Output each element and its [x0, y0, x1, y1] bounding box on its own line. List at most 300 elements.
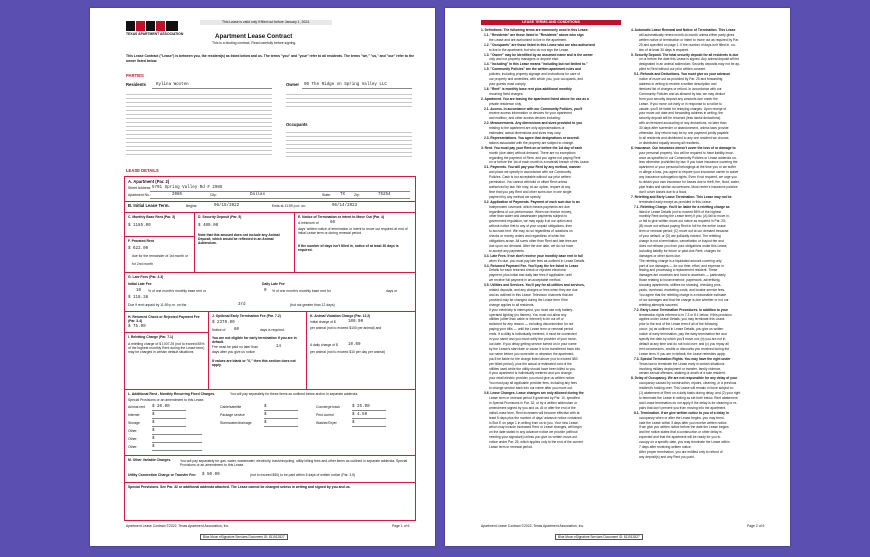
- terms-line: 7.2. Early Lease Termination Procedures. In addition to your: [634, 307, 728, 312]
- lease-page-1: [90, 8, 435, 546]
- initial-late-pct[interactable]: 10: [136, 289, 142, 293]
- terms-line: 30 days after surrender or abandonment, unless laws provide: [639, 126, 729, 131]
- fee-underline: [152, 426, 186, 427]
- terms-line: 7. Reletting and Early Lease Termination. This Lease may not be: [631, 194, 732, 199]
- terms-line: Lease term or renewal period if governed by Par. 10, specified: [489, 395, 580, 400]
- terms-line: of our damages and that the charge is due whether or not our: [639, 297, 729, 302]
- terms-line: expected and that the apartment will be ready for you to: [639, 435, 721, 440]
- terms-line: plied to Rent without our prior written consent.: [639, 67, 707, 72]
- early-term-label: J. Optional Early Termination Fee (Par. 7.2): [212, 314, 281, 318]
- terms-line: tice of at least 30 days is required.: [639, 47, 690, 52]
- animal-daily-value[interactable]: 10.00: [348, 343, 361, 347]
- terms-line: termination rights referred to in 7.3 or 8.1 below, if this provision: [639, 312, 732, 317]
- additional-rent-label: L. Additional Rent - Monthly Recurring Fixed Charges.: [128, 392, 216, 396]
- terms-line: your move-out date and forwarding address in writing, the: [639, 111, 724, 116]
- terms-line: paying your bills — until the Lease term or renewal period: [489, 327, 574, 332]
- reletting-label: I. Reletting Charge (Par. 7.1): [128, 335, 174, 339]
- terms-line: on the date stated in any advance notice we provide (without: [489, 430, 578, 435]
- fee-underline: [152, 434, 202, 435]
- terms-line: involving military deployment or transfer, family violence,: [639, 366, 722, 371]
- terms-line: otherwise. Any refund may be by one payment jointly payable: [639, 131, 729, 136]
- terms-line: 2. Apartment. You are leasing the apartment listed above for use as a: [481, 96, 589, 101]
- terms-line: which may include increased Rent or Lease changes, will begin: [489, 425, 582, 430]
- rent-value[interactable]: $ 1185.00: [128, 224, 151, 228]
- rent-label: C. Monthly Base Rent (Par. 3): [128, 215, 176, 219]
- fee-underline: [352, 426, 386, 427]
- late-due-day[interactable]: 3rd: [238, 303, 246, 307]
- terms-line: utilities used while the utility should have been billed to you.: [489, 366, 576, 371]
- terms-line: 3. Rent. You must pay your Rent on or before the 1st day of each: [481, 145, 583, 150]
- terms-line: 3.6. Lease Changes. Lease changes are only allowed during the: [484, 391, 584, 396]
- terms-line: default at any time and do not hold over; and (c) you repay all: [639, 342, 729, 346]
- terms-line: without notice first to any of your unpaid obligations, then: [489, 224, 573, 229]
- fee-value[interactable]: $ 20.00: [152, 405, 170, 409]
- late-due-end: (but not greater than 12 days): [290, 303, 335, 307]
- terms-line: showing apartments, utilities for showing, checking pros-: [639, 283, 722, 288]
- terms-line: finding and processing a replacement resident. These: [639, 268, 718, 273]
- terms-line: and the notice states that a construction or other delay is: [639, 430, 722, 435]
- fee-label: Other:: [128, 429, 138, 433]
- early-term-days[interactable]: 60: [234, 328, 240, 332]
- terms-heading: LEASE TERMS AND CONDITIONS: [481, 20, 621, 25]
- terms-line: your guests must comply.: [489, 81, 527, 86]
- terms-line: time that you pay Rent and other sums due in one single: [489, 189, 572, 194]
- fee-underline: [152, 442, 202, 443]
- terms-line: 7 days after receiving written notice.: [639, 445, 692, 450]
- fee-label: Pest control: [316, 413, 334, 417]
- terms-line: utilities (other than cable or Internet) to be cut off or: [489, 317, 564, 322]
- terms-line: pects, overhead, marketing costs, and locator-service fees.: [639, 288, 726, 293]
- ends-value[interactable]: 06/14/2023: [332, 204, 358, 208]
- fee-label: Internet: [128, 413, 140, 417]
- terms-line: pipe leaks and similar occurrences. Most renter's insurance policies: [639, 185, 738, 189]
- terms-line: recurring fixed charges.: [489, 91, 524, 96]
- terms-line: and place we specify in accordance with our Community: [489, 170, 572, 175]
- terms-column-1: [481, 28, 621, 450]
- fee-underline: [152, 450, 202, 451]
- fee-label: Concierge trash: [316, 405, 340, 409]
- terms-line: tations associated with the property are subject to change.: [489, 140, 575, 145]
- terms-line: ends. If a utility is individually metered, it must be connected: [489, 332, 577, 337]
- prorated-due2: for 2nd month: [132, 262, 153, 266]
- terms-line: charge is not a termination, cancellation or buyout fee and: [639, 238, 724, 243]
- terms-line: and as outlined in this Lease. Television channels that are: [489, 292, 574, 297]
- returned-check-value[interactable]: $ 75.00: [128, 325, 146, 329]
- terms-line: those relating to inconvenience, paperwork, advertising,: [639, 278, 721, 283]
- owner-label: Owner: [286, 82, 300, 87]
- terms-line: 2.2. Measurements. Any dimensions and sizes provided to you: [484, 121, 583, 126]
- terms-line: 3.4. Returned Payment Fee. You'll pay the fee listed in Lease: [484, 263, 579, 268]
- term-label: B. Initial Lease Term.: [128, 203, 170, 208]
- notice-note: If the number of days isn't filled in, notice of at least 30 days is required.: [298, 244, 399, 252]
- notice-label: E. Notice of Termination or Intent to Move Out (Par. 4): [298, 215, 385, 219]
- terms-line: to obtain your own insurance for losses due to theft, fire, flood, water,: [639, 180, 740, 185]
- footer-page-number: Page 1 of 6: [392, 524, 410, 528]
- footer-copyright-2: Apartment Lease Contract ©2022, Texas Apartment Association, Inc.: [481, 524, 585, 528]
- terms-column-2: [631, 28, 771, 460]
- terms-line: damages or other sums due.: [639, 253, 681, 258]
- terms-line: notice of early termination, pay the early termination fee and: [639, 332, 727, 337]
- apartment-label: A. Apartment (Par. 2): [128, 179, 170, 184]
- terms-line: 8.1. Termination. If we give written notice to you of a delay in: [634, 410, 729, 415]
- fee-underline: [264, 426, 298, 427]
- terms-line: payment, plus initial and daily late fees if applicable, until: [489, 273, 572, 278]
- esign-stamp-2: [555, 534, 643, 540]
- terms-line: we receive full payment in an acceptable method.: [489, 278, 562, 283]
- terms-line: policies, including property signage and instructions for care of: [489, 72, 581, 77]
- early-term-days-text: days is required.: [260, 328, 285, 332]
- terms-line: Lease term or renewal period.: [489, 445, 533, 450]
- terms-line: private residence only.: [489, 101, 522, 106]
- terms-line: apartment or your personal belongings at the time you or we suffer: [639, 165, 737, 170]
- fee-label: Cable/satellite: [220, 405, 242, 409]
- terms-line: receive access information or devices for your apartment: [489, 111, 572, 116]
- terms-line: specify the date by which you'll move out; (b) you are not in: [639, 337, 726, 342]
- terms-line: least 5 days plus the number of days' advance notice contained: [489, 415, 582, 420]
- utility-end: (not to exceed $50) to be paid within 5 days of written notice (Par. 3.5): [250, 473, 356, 477]
- terms-line: related deposits, and any charges or fees when they are due: [489, 288, 578, 293]
- zip-value[interactable]: 75254: [378, 193, 391, 197]
- fee-value[interactable]: $: [152, 429, 155, 433]
- terms-line: and mailbox, and other access devices including:: [489, 116, 561, 121]
- terms-line: 3.3. Late Fees. If we don't receive your monthly base rent in full: [484, 253, 583, 258]
- terms-line: notice of move out as provided by Par. 25 and forwarding: [639, 77, 723, 82]
- terms-line: 5.1. Refunds and Deductions. You must give us your advance: [634, 72, 731, 77]
- apt-label: Apartment No.:: [128, 193, 151, 197]
- terms-line: to change service back into our name after you move out.: [489, 386, 573, 391]
- terms-line: to accept any payments.: [489, 248, 525, 253]
- terms-line: regardless of our performance. When we receive money,: [489, 209, 572, 214]
- terms-line: on or before the 1st of each month is a material breach of this Lease.: [489, 160, 590, 165]
- terms-line: when it's due, you must pay late fees as outlined in Lease Details.: [489, 258, 586, 263]
- variable-charges-text: You will pay separately for gas, water, wastewater, electricity, trash/recycling, utility billing fees and other items as outlined in separate addenda, Special Provisions or an amendment to this Lease.: [180, 459, 408, 467]
- terms-line: vacate, you'll be liable for rekeying charges. Upon receipt of: [639, 106, 727, 111]
- terms-line: 1.6. "Rent" is monthly base rent plus additional monthly: [484, 86, 572, 91]
- terms-line: You agree that the reletting charge is a reasonable estimate: [639, 292, 727, 297]
- terms-line: to all residents and distributed to any one resident we choose,: [639, 135, 730, 140]
- terms-line: estimates; actual dimensions and sizes may vary.: [489, 131, 562, 136]
- terms-line: 1. Definitions. The following terms are commonly used in this Lease:: [481, 28, 589, 32]
- notice-rest: days' written notice of termination or intent to move out required at end of initial Lease term or during renewal period: [298, 227, 408, 235]
- utility-value[interactable]: $ 50.00: [202, 473, 220, 477]
- animal-initial-value[interactable]: 100.00: [348, 320, 364, 324]
- terms-line: pairs that don't prevent you from moving into the apartment.: [639, 405, 727, 410]
- variable-charges-label: M. Other Variable Charges.: [128, 458, 172, 462]
- terms-line: designated in an animal addendum. Security deposits may not be ap-: [639, 62, 741, 67]
- early-term-fee-text: Fee must be paid no later than: [212, 345, 258, 349]
- terms-line: any deposit(s) and any Rent you paid.: [639, 454, 695, 459]
- terms-line: (B) move out without paying Rent in full for the entire Lease: [639, 224, 726, 229]
- city-label: City:: [210, 193, 217, 197]
- terms-line: needing your signature) unless you give us written move-out: [489, 435, 577, 440]
- terms-line: itemized list of charges or refund. In accordance with our: [639, 86, 722, 91]
- terms-line: address in writing to receive a written description and: [639, 81, 717, 86]
- terms-line: per billed period), plus the actual or estimated cost of the: [489, 361, 572, 366]
- terms-line: Community Policies and as allowed by law, we may deduct: [639, 91, 725, 96]
- initial-late-text: % of one month's monthly base rent or: [148, 289, 206, 293]
- terms-line: permission. You cannot withhold or offset Rent unless: [489, 180, 568, 185]
- terms-line: of your default; or (D) are judicially evicted. The reletting: [639, 234, 721, 239]
- fee-value[interactable]: $: [264, 421, 267, 425]
- terms-line: operated lighting (no flames). You must not allow any: [489, 312, 567, 317]
- footer-copyright: Apartment Lease Contract ©2022, Texas Apartment Association, Inc.: [126, 524, 230, 528]
- terms-line: regarding the payment of Rent, and you agree not paying Rent: [489, 155, 581, 160]
- page-title: Apartment Lease Contract: [215, 33, 293, 40]
- terms-line: 2.1. Access. In accordance with our Community Policies, you'll: [484, 106, 583, 111]
- fee-value[interactable]: $: [152, 413, 155, 417]
- fee-label: Other:: [128, 445, 138, 449]
- terms-line: including liability for future or past-due Rent, charges for: [639, 248, 721, 253]
- terms-line: independent covenant, which means payments are due: [489, 204, 570, 209]
- fee-value[interactable]: $ 25.00: [352, 405, 370, 409]
- fee-label: Other:: [128, 437, 138, 441]
- terms-line: 1.3. "Owner" may be identified by an assumed name and is the owner: [484, 52, 593, 57]
- lease-page-2: [445, 8, 790, 546]
- state-label: State:: [322, 193, 331, 197]
- parties-heading: PARTIES: [126, 73, 144, 78]
- terms-line: relating to the apartment are only approximations or: [489, 126, 565, 131]
- fee-label: Stormwater/drainage: [220, 421, 252, 425]
- fee-value[interactable]: $ 4.50: [352, 413, 368, 417]
- owner-value[interactable]: 90 The Ridge on Spring Valley LLC: [304, 83, 387, 87]
- terms-line: checks or money orders and regardless of when the: [489, 234, 565, 239]
- terms-line: If your electricity is interrupted, you must use only battery-: [489, 307, 574, 312]
- daily-days-label: days or: [386, 289, 398, 293]
- terms-line: security deposit will be returned (less lawful deductions): [639, 116, 721, 121]
- terms-line: 5. Security Deposit. The total security deposit for all residents is due: [631, 52, 739, 57]
- terms-line: (1) abatement of Rent on a daily basis during delay, and (2) your right: [639, 391, 741, 396]
- utility-label: Utility Connection Charge or Transfer Fee:: [128, 473, 197, 477]
- lease-details-heading: LEASE DETAILS: [126, 168, 159, 173]
- fee-underline: [352, 410, 386, 411]
- terms-line: terminated early except as provided in this Lease.: [639, 199, 712, 204]
- terms-line: or fail to give written move-out notice as required in Par. 25;: [639, 219, 726, 224]
- fee-value[interactable]: $: [152, 437, 155, 441]
- initial-late-amt[interactable]: $ 118.38: [128, 296, 149, 300]
- terms-line: 25 and specified on page 1. If the number of days isn't filled in, no-: [639, 42, 736, 47]
- fee-value[interactable]: $: [352, 421, 355, 425]
- fee-underline: [152, 410, 186, 411]
- footer-page-number-2: Page 2 of 6: [747, 524, 765, 528]
- validity-notice: This Lease is valid only if filled out before January 1, 2024.: [200, 20, 332, 25]
- terms-line: our name before you surrender or abandon the apartment,: [489, 351, 575, 356]
- prorated-label: F. Prorated Rent: [128, 239, 154, 243]
- terms-line: your retail electric provider, you must give us written notice.: [489, 376, 576, 381]
- esign-stamp: [200, 534, 288, 540]
- terms-line: by the Lease's start date or cause it to be transferred back into: [489, 346, 581, 351]
- early-term-warn: You are not eligible for early termination if you are in default.: [212, 336, 297, 344]
- terms-line: our property and amenities, with which you, your occupants, and: [489, 77, 584, 82]
- terms-line: don't cover losses due to a flood.: [639, 189, 688, 194]
- terms-line: authorized by law. We may, at our option, require at any: [489, 185, 571, 189]
- prorated-value[interactable]: $ 622.00: [128, 247, 149, 251]
- deposit-note: Note that this amount does not include any Animal Deposit, which would be reflected in an Animal Addendum.: [198, 233, 280, 245]
- fee-value[interactable]: $: [152, 445, 155, 449]
- taa-logo: TEXAS APARTMENT ASSOCIATION: [126, 21, 184, 41]
- terms-line: change applies to all residents.: [489, 302, 535, 307]
- terms-line: occupy on a specific date, you may terminate the Lease within: [639, 440, 730, 445]
- street-label: Street Address:: [128, 186, 152, 190]
- state-value[interactable]: TX: [340, 193, 346, 197]
- animal-per: per animal (not to exceed $100 per animal) and: [310, 326, 382, 330]
- daily-late-pct[interactable]: 0: [264, 289, 267, 293]
- terms-line: Policies. Cash is not acceptable without our prior written: [489, 175, 571, 180]
- terms-line: payment by any method we specify.: [489, 194, 542, 199]
- city-value[interactable]: Dallas: [250, 193, 266, 197]
- terms-line: provided may be changed during the Lease term if the: [489, 297, 568, 302]
- early-term-fee-days[interactable]: 14: [276, 345, 282, 349]
- additional-rent-desc: You will pay separately for these items as outlined below and/or in separate addenda.: [230, 392, 359, 396]
- terms-line: certain sexual offenses, stalking or death of a sole resident.: [639, 371, 726, 376]
- fee-underline: [152, 418, 186, 419]
- terms-line: part of our damages — for our time, effort, and expense in: [639, 263, 724, 268]
- terms-line: 3.2. Application of Payments. Payment of each sum due is an: [484, 199, 580, 204]
- terms-line: written notice of termination or intent to move out as required by Par.: [639, 37, 739, 42]
- subtitle: This is a binding contract. Read carefully before signing.: [212, 41, 297, 45]
- prorated-due: due for the remainder of 1st month or: [132, 254, 188, 258]
- terms-line: 1.2. "Occupants" are those listed in this Lease who are also authorized: [484, 42, 596, 47]
- terms-line: After proper termination, you are entitled only to refund of: [639, 449, 723, 454]
- terms-line: listed in Lease Details (not to exceed 85% of the highest: [639, 209, 722, 214]
- terms-line: 4. Automatic Lease Renewal and Notice of Termination. This Lease: [631, 28, 736, 32]
- daily-late-label: Daily Late Fee: [262, 282, 285, 286]
- terms-line: ance as specified in our Community Policies or Lease addenda un-: [639, 155, 737, 160]
- terms-line: 1.5. "Community Policies" are the written apartment rules and: [484, 67, 581, 72]
- terms-line: resident's holding over. This Lease will remain in force subject to:: [639, 386, 734, 391]
- terms-line: your personal property. You will be required to have liability insur-: [639, 150, 734, 155]
- zip-label: Zip:: [354, 193, 360, 197]
- terms-line: with an itemized accounting of any deductions, no later than: [639, 121, 727, 126]
- daily-late-text: % of one month's monthly base rent for: [272, 289, 331, 293]
- street-value[interactable]: 5701 Spring Valley Rd # 2085: [152, 186, 223, 190]
- terms-line: switched for any reason — including disconnection for not: [489, 322, 574, 327]
- terms-line: The reletting charge is a liquidated amount covering only: [639, 258, 722, 263]
- animal-label: K. Animal Violation Charge (Par. 12.2): [310, 314, 371, 318]
- terms-line: from your security deposit any amounts due under the: [639, 96, 718, 101]
- early-term-notice: Notice of: [212, 328, 226, 332]
- additional-rent-special: Special Provisions or an amendment to this Lease.: [128, 398, 205, 402]
- terms-line: 1.4. "Including" in this Lease means "including but not limited to.": [484, 62, 588, 67]
- terms-line: or allege a loss, you agree to require your insurance carrier to waive: [639, 170, 739, 175]
- notice-line: A minimum of: [298, 221, 319, 225]
- esign-stamp-text-2: Blue Moon eSignature Services Document ID: 811912827: [558, 535, 640, 539]
- terms-line: reletting attempts succeed.: [639, 302, 679, 307]
- esign-stamp-text: Blue Moon eSignature Services Document ID: 811912827: [203, 535, 285, 539]
- occupants-label: Occupants: [286, 122, 308, 127]
- terms-line: notice under Par. 25, which applies only to the end of the current: [489, 440, 584, 445]
- begins-value[interactable]: 06/15/2022: [214, 204, 240, 208]
- animal-initial: Initial charge of $: [310, 320, 336, 324]
- terms-line: rent concessions, credits or discounts you received during the: [639, 346, 730, 351]
- terms-line: Lease term. If you are in default, the Lease remedies apply.: [639, 351, 726, 356]
- early-term-blank: If values are blank or "0," then this section does not apply.: [212, 359, 296, 367]
- fee-label: Storage: [128, 421, 140, 425]
- animal-daily-per: per animal (not to exceed $10 per day per animal): [310, 350, 386, 354]
- terms-line: damages are uncertain and hard to ascertain — particularly: [639, 273, 726, 278]
- terms-line: any insurance subrogation rights. Even if not required, we urge you: [639, 175, 737, 180]
- terms-line: to accrued rent. We may do so regardless of notations on: [489, 229, 573, 234]
- terms-line: nate the Lease within 3 days after you receive written notice.: [639, 420, 728, 425]
- terms-line: term or renewal period; (C) move out at our demand because: [639, 229, 729, 234]
- terms-line: month (due date) without demand. There are no exceptions: [489, 150, 576, 155]
- late-due-text: Due if rent unpaid by 11:59 p.m. on the: [128, 303, 187, 307]
- deposit-value[interactable]: $ 400.00: [198, 224, 219, 228]
- terms-line: 2.3. Representations. You agree that designations or accredi-: [484, 135, 580, 140]
- terms-line: on or before the date this Lease is signed. Any animal deposit will be: [639, 57, 740, 62]
- terms-line: applies under Lease Details, you may terminate this Lease: [639, 317, 725, 322]
- deposit-label: D. Security Deposit (Par. 5): [198, 215, 242, 219]
- fee-label: Washer/Dryer: [316, 421, 337, 425]
- terms-line: in Special Provisions in Par. 32, or by a written addendum or: [489, 400, 578, 405]
- terms-line: will automatically renew month-to-month unless either party gives: [639, 32, 735, 37]
- reletting-text: A reletting charge of $ 1007.25 (not to exceed 85% of the highest monthly Rent during the Lease term) may be charged in certain default situations: [128, 342, 205, 355]
- residents-label: Residents: [126, 82, 147, 87]
- terms-line: 6. Insurance. Our insurance doesn't cover the loss of or damage to: [631, 145, 736, 150]
- terms-line: the Lease and are authorized to live in the apartment.: [489, 37, 568, 42]
- terms-line: out date. If you delay getting service turned on in your name: [489, 342, 577, 346]
- intro-text: This Lease Contract ("Lease") is between you, the resident(s) as listed below and us. The terms "you" and "your" refer to all residents. The terms "we," "us," and "our" refer to the owner listed below.: [126, 54, 414, 63]
- terms-line: only and not property managers or anyone else.: [489, 57, 560, 62]
- fee-underline: [352, 418, 386, 419]
- fee-value[interactable]: $: [264, 405, 267, 409]
- terms-line: obligations arose. All sums other than Rent and late fees are: [489, 238, 578, 243]
- fee-value[interactable]: $: [264, 413, 267, 417]
- fee-value[interactable]: $: [152, 421, 155, 425]
- terms-line: government regulation, we may apply it at our option and: [489, 219, 573, 224]
- special-provisions: Special Provisions. See Par. 32 or additional addenda attached. The Lease cannot be changed unless in writing and signed by you and us.: [128, 485, 351, 489]
- early-term-value[interactable]: $ 2370.00: [212, 321, 235, 325]
- terms-line: monthly Rent during the Lease term) if you: (A) fail to move in,: [639, 214, 730, 219]
- terms-line: initial Lease term, Rent increases will become effective with at: [489, 410, 580, 415]
- terms-line: other than water and wastewater payments subject to: [489, 214, 568, 219]
- terms-line: you'll be liable for the charge listed above (not to exceed $50: [489, 356, 578, 361]
- residents-value[interactable]: Kylina Wooten: [156, 83, 189, 87]
- terms-line: If your apartment is individually metered and you change: [489, 371, 572, 376]
- terms-line: and Lease termination do not apply if the delay is for cleaning or re-: [639, 400, 738, 405]
- returned-check-label: H. Returned Check or Rejected Payment Fee (Par. 3.4): [128, 315, 200, 323]
- terms-line: Details for each returned check or rejected electronic: [489, 268, 567, 273]
- terms-line: or distributed equally among all residents.: [639, 140, 700, 145]
- terms-line: 3.5. Utilities and Services. You'll pay for all utilities and services,: [484, 283, 585, 288]
- terms-line: does not release you from your obligations under this Lease,: [639, 243, 728, 248]
- terms-line: 1.1. "Residents" are those listed in "Residents" above who sign: [484, 32, 584, 37]
- animal-daily: A daily charge of $: [310, 343, 338, 347]
- notice-days[interactable]: 60: [330, 221, 336, 225]
- terms-line: to terminate the Lease in writing as set forth below. Rent abatement: [639, 395, 738, 400]
- terms-line: occupancy caused by construction, repairs, cleaning, or a previous: [639, 381, 737, 386]
- fee-label: Package service: [220, 413, 245, 417]
- terms-line: 3.1. Payments. You will pay your Rent by any method, manner: [484, 165, 581, 170]
- fee-underline: [264, 418, 298, 419]
- terms-line: 7.3. Special Termination Rights. You may have the right under: [634, 356, 731, 361]
- terms-line: less otherwise prohibited by law. If you have insurance covering the: [639, 160, 738, 165]
- ends-label: Ends at 11:59 p.m. on:: [272, 204, 306, 208]
- late-fees-label: G. Late Fees (Par. 3.3): [128, 275, 164, 279]
- terms-line: You must pay all applicable provider fees, including any fees: [489, 381, 578, 386]
- terms-line: 7.1. Reletting Charge. You'll be liable for a reletting charge as: [634, 204, 730, 209]
- terms-line: due upon our demand. After the due date, we do not have: [489, 243, 574, 248]
- terms-line: in Box E on page 1 in writing from us to you. Your new Lease,: [489, 420, 579, 425]
- initial-late-label: Initial Late Fee: [128, 282, 152, 286]
- terms-line: 8. Delay of Occupancy. We are not responsible for any delay of your: [631, 376, 738, 381]
- terms-line: If we give you written notice before the date the Lease begins: [639, 425, 729, 430]
- begins-label: Begins:: [186, 204, 198, 208]
- terms-line: amendment signed by you and us. At or after the end of the: [489, 405, 576, 410]
- fee-underline: [264, 410, 298, 411]
- terms-line: Lease. If you move out early or in response to a notice to: [639, 101, 723, 106]
- apt-value[interactable]: 2085: [172, 193, 183, 197]
- terms-line: to live in the apartment, but who do not sign the Lease.: [489, 47, 570, 52]
